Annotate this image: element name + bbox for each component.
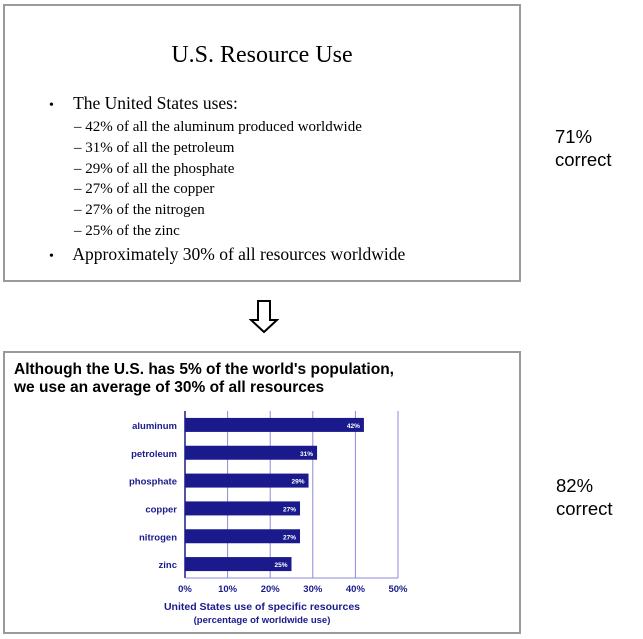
category-label: nitrogen <box>139 532 177 544</box>
title-line-1: Although the U.S. has 5% of the world's population, <box>14 361 394 378</box>
category-label: aluminum <box>132 420 177 432</box>
score-first <box>555 125 612 171</box>
bar-value-label: 29% <box>291 478 305 486</box>
x-tick-label: 50% <box>388 584 408 595</box>
x-tick-label: 10% <box>218 584 238 595</box>
chart-caption <box>132 601 392 627</box>
category-label: petroleum <box>131 448 177 460</box>
x-tick-label: 0% <box>178 584 192 595</box>
sub-bullet-zinc: – 25% of the zinc <box>74 221 405 242</box>
category-label: zinc <box>158 560 177 572</box>
bar-value-label: 27% <box>283 534 297 542</box>
resource-bar-chart <box>5 353 519 632</box>
category-label: copper <box>145 504 177 516</box>
sub-bullet-list <box>49 117 405 242</box>
bullet-item-approx-30 <box>49 243 405 268</box>
slide-text-version <box>3 4 521 282</box>
bullet-list <box>49 92 405 268</box>
slide-chart-version <box>3 351 521 634</box>
title-line-2: we use an average of 30% of all resources <box>14 379 325 396</box>
score-label: correct <box>556 498 613 519</box>
down-arrow-icon <box>249 300 279 334</box>
bar-value-label: 31% <box>300 450 314 458</box>
bullet-item-us-uses <box>49 92 405 242</box>
bar-value-label: 27% <box>283 506 297 514</box>
sub-bullet-copper: – 27% of all the copper <box>74 179 405 200</box>
sub-bullet-aluminum: – 42% of all the aluminum produced worldwide <box>74 117 405 138</box>
sub-bullet-nitrogen: – 27% of the nitrogen <box>74 200 405 221</box>
score-percent: 82% <box>556 475 594 496</box>
x-tick-label: 20% <box>260 584 280 595</box>
caption-line-2: (percentage of worldwide use) <box>193 615 331 626</box>
score-label: correct <box>555 149 612 170</box>
category-label: phosphate <box>128 476 177 488</box>
score-percent: 71% <box>555 126 593 147</box>
caption-line-1: United States use of specific resources <box>163 601 361 613</box>
sub-bullet-petroleum: – 31% of all the petroleum <box>74 138 405 159</box>
sub-bullet-phosphate: – 29% of all the phosphate <box>74 159 405 180</box>
bar-aluminum <box>185 418 364 432</box>
bullet-text: Approximately 30% of all resources worldwide <box>72 243 406 264</box>
slide-title: U.S. Resource Use <box>171 42 353 68</box>
x-tick-label: 40% <box>345 584 365 595</box>
bar-phosphate <box>185 474 309 488</box>
bullet-text: The United States uses: <box>73 93 238 113</box>
bar-value-label: 25% <box>274 562 288 570</box>
bar-value-label: 42% <box>346 422 360 430</box>
x-tick-label: 30% <box>303 584 323 595</box>
score-second <box>556 474 613 520</box>
bar-petroleum <box>185 446 317 460</box>
